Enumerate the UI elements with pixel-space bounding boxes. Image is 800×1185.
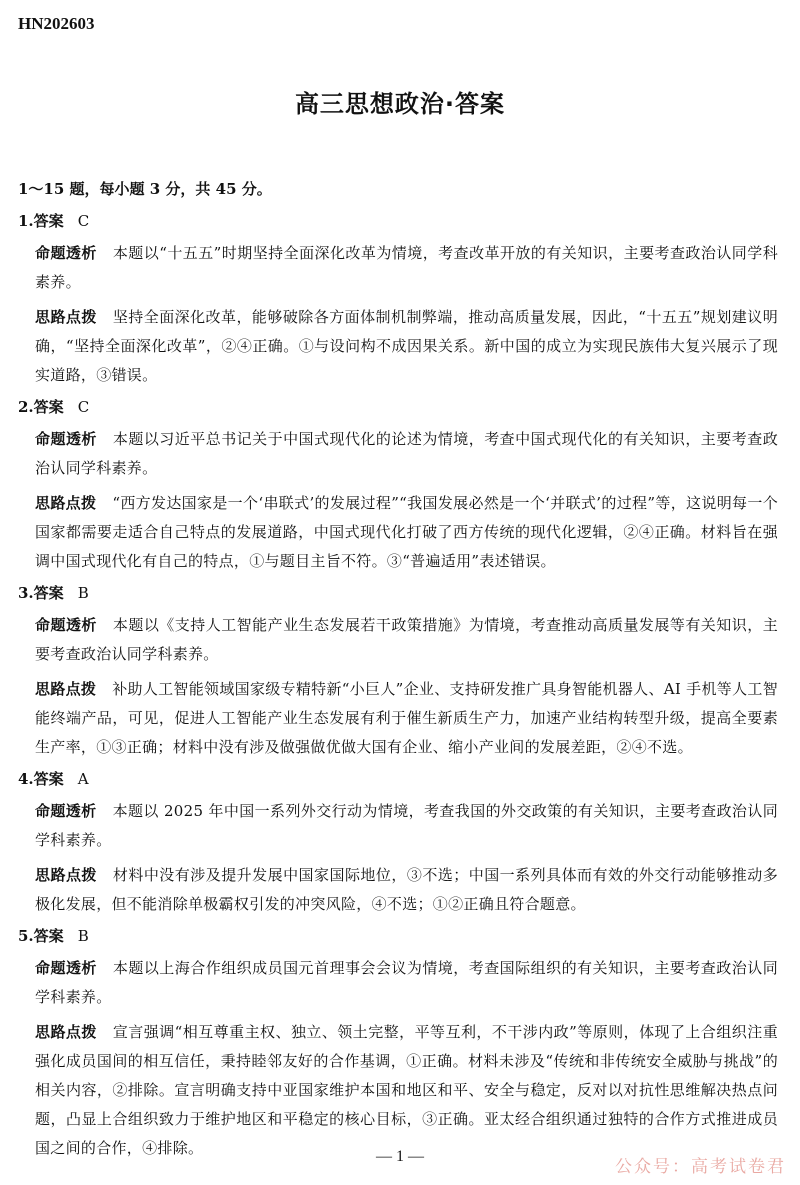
question-list — [18, 210, 778, 1163]
section-intro: 1～15 题，每小题 3 分，共 45 分。 — [18, 180, 272, 198]
analysis-text: 本题以习近平总书记关于中国式现代化的论述为情境，考查中国式现代化的有关知识，主要考查政治认同学科素养。 — [35, 430, 778, 477]
hint-text: 坚持全面深化改革，能够破除各方面体制机制弊端，推动高质量发展，因此，“十五五”规划建议明确，“坚持全面深化改革”，②④正确。①与设问构不成因果关系。新中国的成立为实现民族伟大复兴展示了现实道路，③错误。 — [35, 308, 779, 384]
answer-option: B — [77, 584, 89, 602]
analysis-text: 本题以 2025 年中国一系列外交行动为情境，考查我国的外交政策的有关知识，主要考查政治认同学科素养。 — [35, 802, 779, 849]
question-header — [18, 768, 778, 790]
hint-paragraph — [18, 1018, 778, 1163]
question-header — [18, 396, 778, 418]
answer-label: 答案 — [33, 584, 64, 602]
answer-label: 答案 — [33, 927, 64, 945]
answer-option: C — [77, 212, 90, 230]
hint-label: 思路点拨 — [35, 866, 97, 884]
question-number: 2. — [18, 398, 34, 416]
analysis-text: 本题以《支持人工智能产业生态发展若干政策措施》为情境，考查推动高质量发展等有关知识，主要考查政治认同学科素养。 — [35, 616, 778, 663]
question-item — [18, 768, 778, 919]
watermark: 公众号：高考试卷君 — [615, 1157, 786, 1177]
analysis-label: 命题透析 — [35, 616, 97, 634]
hint-label: 思路点拨 — [35, 680, 97, 698]
page-title: 高三思想政治·答案 — [294, 90, 506, 118]
analysis-label: 命题透析 — [35, 430, 97, 448]
hint-label: 思路点拨 — [35, 308, 97, 326]
question-header — [18, 210, 778, 232]
analysis-paragraph — [18, 611, 778, 669]
hint-paragraph — [18, 861, 778, 919]
question-header — [18, 925, 778, 947]
hint-paragraph — [18, 675, 778, 762]
analysis-paragraph — [18, 425, 778, 483]
answer-option: C — [77, 398, 90, 416]
analysis-text: 本题以“十五五”时期坚持全面深化改革为情境，考查改革开放的有关知识，主要考查政治认同学科素养。 — [35, 244, 779, 291]
hint-label: 思路点拨 — [35, 1023, 97, 1041]
document-code: HN202603 — [18, 14, 95, 33]
answer-content — [18, 178, 778, 1169]
question-item — [18, 210, 778, 390]
page-number: — 1 — — [376, 1148, 424, 1165]
question-number: 4. — [18, 770, 34, 788]
analysis-label: 命题透析 — [35, 244, 97, 262]
question-item — [18, 925, 778, 1163]
analysis-label: 命题透析 — [35, 959, 97, 977]
hint-paragraph — [18, 303, 778, 390]
analysis-paragraph — [18, 954, 778, 1012]
answer-label: 答案 — [33, 770, 64, 788]
question-item — [18, 582, 778, 762]
question-number: 3. — [18, 584, 34, 602]
question-number: 5. — [18, 927, 34, 945]
hint-label: 思路点拨 — [35, 494, 97, 512]
question-number: 1. — [18, 212, 34, 230]
hint-text: “西方发达国家是一个‘串联式’的发展过程”“我国发展必然是一个‘并联式’的过程”等，这说明每一个国家都需要走适合自己特点的发展道路，中国式现代化打破了西方传统的现代化逻辑，②④正确。材料旨在强调中国式现代化有自己的特点，①与题目主旨不符。③“普遍适用”表述错误。 — [35, 494, 779, 570]
analysis-paragraph — [18, 239, 778, 297]
hint-paragraph — [18, 489, 778, 576]
answer-label: 答案 — [33, 212, 64, 230]
analysis-paragraph — [18, 797, 778, 855]
answer-option: B — [77, 927, 89, 945]
analysis-text: 本题以上海合作组织成员国元首理事会会议为情境，考查国际组织的有关知识，主要考查政治认同学科素养。 — [35, 959, 778, 1006]
hint-text: 宣言强调“相互尊重主权、独立、领土完整，平等互利，不干涉内政”等原则，体现了上合组织注重强化成员国间的相互信任，秉持睦邻友好的合作基调，①正确。材料未涉及“传统和非传统安全威胁与挑战”的相关内容，②排除。宣言明确支持中亚国家维护本国和地区和平、安全与稳定，反对以对抗性思维解决热点问题，凸显上合组织致力于维护地区和平稳定的核心目标，③正确。亚太经合组织通过独特的合作方式推进成员国之间的合作，④排除。 — [35, 1023, 779, 1157]
hint-text: 材料中没有涉及提升发展中国家国际地位，③不选；中国一系列具体而有效的外交行动能够推动多极化发展，但不能消除单极霸权引发的冲突风险，④不选；①②正确且符合题意。 — [35, 866, 778, 913]
answer-label: 答案 — [33, 398, 64, 416]
question-header — [18, 582, 778, 604]
hint-text: 补助人工智能领域国家级专精特新“小巨人”企业、支持研发推广具身智能机器人、AI 手机等人工智能终端产品，可见，促进人工智能产业生态发展有利于催生新质生产力，加速产业结构转型升级，提高全要素生产率，①③正确；材料中没有涉及做强做优做大国有企业、缩小产业间的发展差距，②④不选。 — [35, 680, 778, 756]
question-item — [18, 396, 778, 576]
answer-option: A — [77, 770, 89, 788]
analysis-label: 命题透析 — [35, 802, 97, 820]
